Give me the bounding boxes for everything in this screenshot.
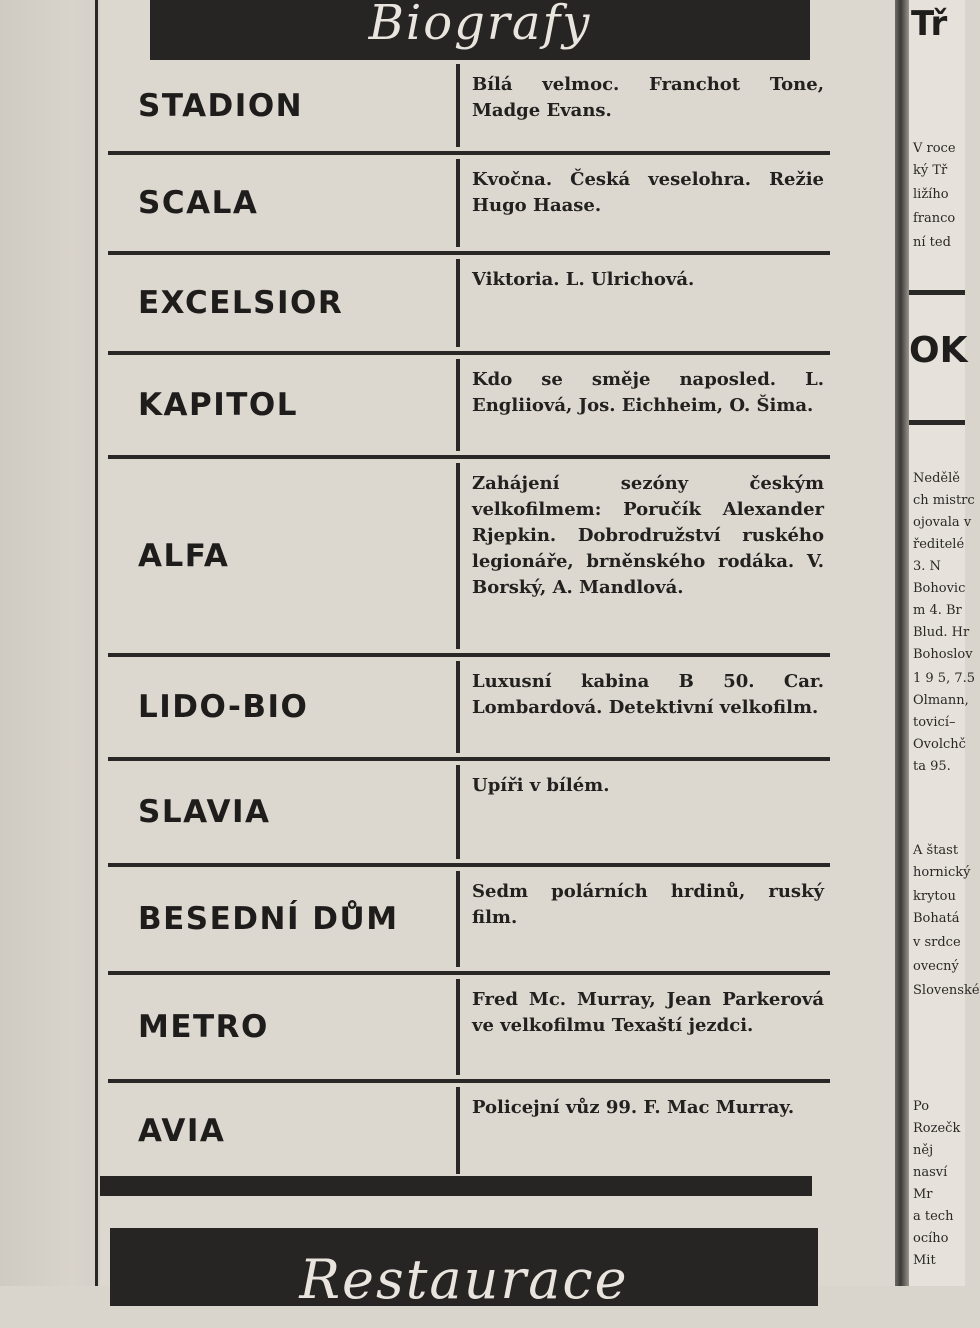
film-description: Sedm polárních hrdinů, ruský film. <box>472 881 824 928</box>
adjacent-text-line: m 4. Br <box>913 603 962 618</box>
adjacent-rule <box>909 420 965 425</box>
cinema-name: STADION <box>138 87 304 124</box>
adjacent-text-line: ližího <box>913 187 949 202</box>
adjacent-rule <box>909 290 965 295</box>
listing-row <box>108 1083 830 1178</box>
adjacent-text-line: něj <box>913 1143 934 1158</box>
adjacent-text-line: tovicí– <box>913 715 956 730</box>
film-description: Kvočna. Česká veselohra. Režie Hugo Haase. <box>472 169 824 216</box>
listing-row <box>108 60 830 155</box>
adjacent-text-line: ojovala v <box>913 515 972 530</box>
cinema-name: METRO <box>138 1009 269 1045</box>
next-section-banner: Restaurace <box>110 1228 818 1306</box>
cinema-name: BESEDNÍ DŮM <box>138 901 399 937</box>
adjacent-text-line: ní ted <box>913 235 951 250</box>
film-description: Kdo se směje naposled. L. Engliiová, Jos. Eichheim, O. Šima. <box>472 369 824 416</box>
adjacent-heading-mid: OK <box>909 330 968 371</box>
adjacent-text-line: Bohatá <box>913 911 960 926</box>
cinema-listing-panel <box>100 0 895 1311</box>
left-column-rule <box>95 0 98 1286</box>
film-description: Zahájení sezóny českým velkofilmem: Poručík Alexander Rjepkin. Dobrodružství ruského legionáře, brněnského rodáka. V. Borský, A. Mandlová. <box>472 473 824 598</box>
adjacent-text-line: Mit <box>913 1253 936 1268</box>
adjacent-page-fragment <box>909 0 980 1286</box>
listing-row <box>108 459 830 657</box>
adjacent-text-line: ocího <box>913 1231 949 1246</box>
adjacent-text-line: hornický <box>913 865 971 880</box>
film-description: Luxusní kabina B 50. Car. Lombardová. Detektivní velkofilm. <box>472 671 824 718</box>
adjacent-text-line: 1 9 5, 7.5 <box>913 671 976 686</box>
adjacent-text-line: ta 95. <box>913 759 951 774</box>
film-description: Viktoria. L. Ulrichová. <box>472 269 695 290</box>
adjacent-text-line: a tech <box>913 1209 954 1224</box>
listing-row <box>108 975 830 1083</box>
adjacent-text-line: nasví <box>913 1165 948 1180</box>
adjacent-text-line: ch mistrc <box>913 493 975 508</box>
cinema-name: SLAVIA <box>138 794 271 830</box>
cinema-name: KAPITOL <box>138 387 299 423</box>
film-description: Upíři v bílém. <box>472 775 610 796</box>
adjacent-text-line: Po <box>913 1099 930 1114</box>
adjacent-text-line: ký Tř <box>913 163 948 178</box>
film-description: Policejní vůz 99. F. Mac Murray. <box>472 1097 795 1118</box>
listing-table <box>108 60 830 1178</box>
cinema-name: AVIA <box>138 1112 226 1149</box>
film-description: Fred Mc. Murray, Jean Parkerová ve velkofilmu Texaští jezdci. <box>472 989 824 1036</box>
page-fold-edge <box>895 0 909 1286</box>
cinema-name: EXCELSIOR <box>138 285 344 321</box>
adjacent-text-line: franco <box>913 211 956 226</box>
adjacent-text-line: ovecný <box>913 959 959 974</box>
section-title-banner: Biografy <box>150 0 810 60</box>
adjacent-text-line: krytou <box>913 889 956 904</box>
adjacent-text-line: Slovenské <box>913 983 980 998</box>
cinema-name: ALFA <box>138 538 230 574</box>
adjacent-text-line: Olmann, <box>913 693 969 708</box>
listing-row <box>108 867 830 975</box>
adjacent-text-line: ředitelé <box>913 537 965 552</box>
section-bottom-rule <box>100 1176 812 1196</box>
adjacent-text-line: Bohovic <box>913 581 966 596</box>
listing-row <box>108 761 830 867</box>
adjacent-text-line: Blud. Hr <box>913 625 970 640</box>
adjacent-text-line: v srdce <box>913 935 961 950</box>
adjacent-text-line: Nedělě <box>913 471 960 486</box>
cinema-name: LIDO-BIO <box>138 689 309 725</box>
cinema-name: SCALA <box>138 185 259 221</box>
listing-row <box>108 355 830 459</box>
adjacent-text-line: 3. N <box>913 559 941 574</box>
adjacent-text-line: A štast <box>913 843 959 858</box>
adjacent-text-line: Rozečk <box>913 1121 961 1136</box>
listing-row <box>108 155 830 255</box>
adjacent-text-line: Bohoslov <box>913 647 973 662</box>
film-description: Bílá velmoc. Franchot Tone, Madge Evans. <box>472 74 824 121</box>
adjacent-text-line: V roce <box>913 141 956 156</box>
listing-row <box>108 255 830 355</box>
adjacent-text-line: Mr <box>913 1187 933 1202</box>
listing-row <box>108 657 830 761</box>
adjacent-heading-top: Tř <box>911 4 948 44</box>
adjacent-text-line: Ovolchč <box>913 737 966 752</box>
